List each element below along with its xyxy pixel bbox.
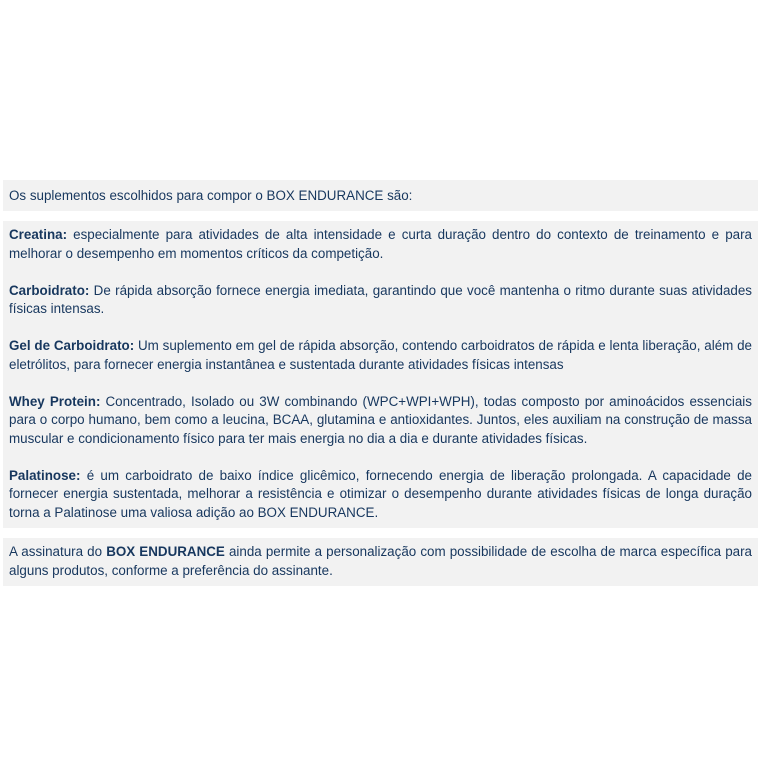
supplement-term: Palatinose: [9,467,81,483]
footer-block [3,538,758,586]
supplement-term: Whey Protein: [9,393,101,409]
divider [3,528,758,538]
supplement-term: Gel de Carboidrato: [9,338,135,353]
supplement-description: Concentrado, Isolado ou 3W combinando (WPC+WPI+WPH), todas composto por aminoácidos essenciais para o corpo humano, bem como a leucina, BCAA, glutamina e antioxidantes. Juntos, eles auxiliam na construção de massa muscular e condicionamento físico para ter mais energia no dia a dia e durante atividades físicas. [9,393,752,446]
supplement-description: é um carboidrato de baixo índice glicêmico, fornecendo energia de liberação prolongada. A capacidade de fornecer energia sustentada, melhorar a resistência e otimizar o desempenho durante atividades físicas de longa duração torna a Palatinose uma valiosa adição ao BOX ENDURANCE. [9,467,752,520]
supplement-list [3,221,758,528]
footer-text-after: ainda permite a personalização com possibilidade de escolha de marca específica para alguns produtos, conforme a preferência do assinante. [9,544,753,578]
supplements-document [3,180,758,586]
supplement-term: Creatina: [9,227,68,242]
footer-text-before: A assinatura do [9,544,107,559]
supplement-item-whey-protein [9,393,752,449]
supplement-description: De rápida absorção fornece energia imediata, garantindo que você mantenha o ritmo durante suas atividades físicas intensas. [9,282,752,316]
supplement-item-carboidrato [9,282,752,319]
supplement-item-creatina [9,226,752,263]
supplement-description: especialmente para atividades de alta intensidade e curta duração dentro do contexto de treinamento e para melhorar o desempenho em momentos críticos da competição. [9,227,752,261]
footer-highlight: BOX ENDURANCE [106,544,225,559]
intro-text: Os suplementos escolhidos para compor o BOX ENDURANCE são: [9,188,413,203]
supplement-item-gel-carboidrato [9,337,752,374]
supplement-description: Um suplemento em gel de rápida absorção, contendo carboidratos de rápida e lenta liberação, além de eletrólitos, para fornecer energia instantânea e sustentada durante atividades físicas intensas [9,338,753,372]
divider [3,211,758,221]
intro-block [3,180,758,211]
supplement-term: Carboidrato: [9,282,90,298]
footer-paragraph [9,543,752,580]
supplement-item-palatinose [9,467,752,523]
